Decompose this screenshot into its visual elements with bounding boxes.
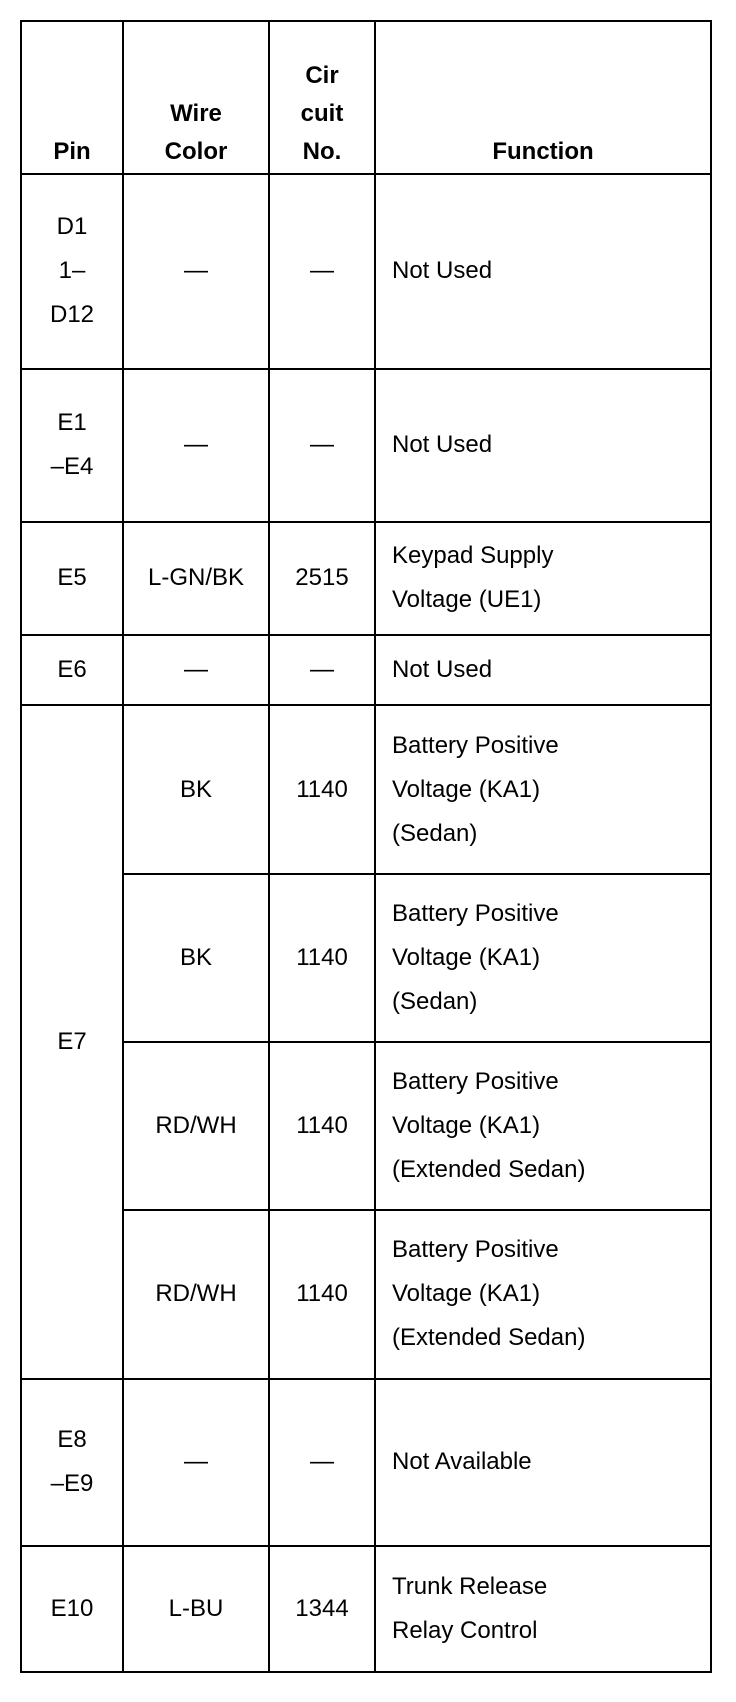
wire-color-cell: — [123, 1379, 269, 1546]
function-cell: Keypad Supply Voltage (UE1) [375, 522, 711, 635]
circuit-cell: 1140 [269, 1210, 375, 1378]
table-row [21, 174, 711, 369]
function-cell: Not Used [375, 174, 711, 369]
table-row [21, 1546, 711, 1672]
table-row [21, 369, 711, 522]
wire-color-cell: RD/WH [123, 1210, 269, 1378]
connector-pinout-table [20, 20, 712, 1673]
circuit-cell: — [269, 369, 375, 522]
function-cell: Not Available [375, 1379, 711, 1546]
circuit-cell: 2515 [269, 522, 375, 635]
function-cell: Trunk Release Relay Control [375, 1546, 711, 1672]
function-cell: Battery Positive Voltage (KA1) (Extended Sedan) [375, 1210, 711, 1378]
function-cell: Not Used [375, 369, 711, 522]
pin-cell: E8 –E9 [21, 1379, 123, 1546]
table-row [21, 522, 711, 635]
table-row [21, 874, 711, 1042]
wire-color-cell: — [123, 174, 269, 369]
function-cell: Battery Positive Voltage (KA1) (Extended Sedan) [375, 1042, 711, 1210]
wire-color-cell: L-BU [123, 1546, 269, 1672]
circuit-cell: — [269, 174, 375, 369]
circuit-cell: 1140 [269, 705, 375, 873]
wire-color-cell: — [123, 635, 269, 706]
wire-color-cell: L-GN/BK [123, 522, 269, 635]
pin-cell: E7 [21, 705, 123, 1378]
circuit-cell: 1344 [269, 1546, 375, 1672]
header-circuit-no: Cir cuit No. [269, 21, 375, 174]
wire-color-cell: — [123, 369, 269, 522]
table-row [21, 1379, 711, 1546]
circuit-cell: — [269, 635, 375, 706]
function-cell: Battery Positive Voltage (KA1) (Sedan) [375, 705, 711, 873]
circuit-cell: 1140 [269, 1042, 375, 1210]
circuit-cell: 1140 [269, 874, 375, 1042]
pin-cell: E6 [21, 635, 123, 706]
function-cell: Not Used [375, 635, 711, 706]
function-cell: Battery Positive Voltage (KA1) (Sedan) [375, 874, 711, 1042]
header-wire-color: Wire Color [123, 21, 269, 174]
wire-color-cell: BK [123, 705, 269, 873]
circuit-cell: — [269, 1379, 375, 1546]
pin-cell: E5 [21, 522, 123, 635]
pin-cell: E1 –E4 [21, 369, 123, 522]
table-row [21, 1042, 711, 1210]
header-pin: Pin [21, 21, 123, 174]
wire-color-cell: BK [123, 874, 269, 1042]
wire-color-cell: RD/WH [123, 1042, 269, 1210]
header-row [21, 21, 711, 174]
pin-cell: E10 [21, 1546, 123, 1672]
table-row [21, 635, 711, 706]
table-row [21, 705, 711, 873]
header-function: Function [375, 21, 711, 174]
table-row [21, 1210, 711, 1378]
pin-cell: D1 1– D12 [21, 174, 123, 369]
